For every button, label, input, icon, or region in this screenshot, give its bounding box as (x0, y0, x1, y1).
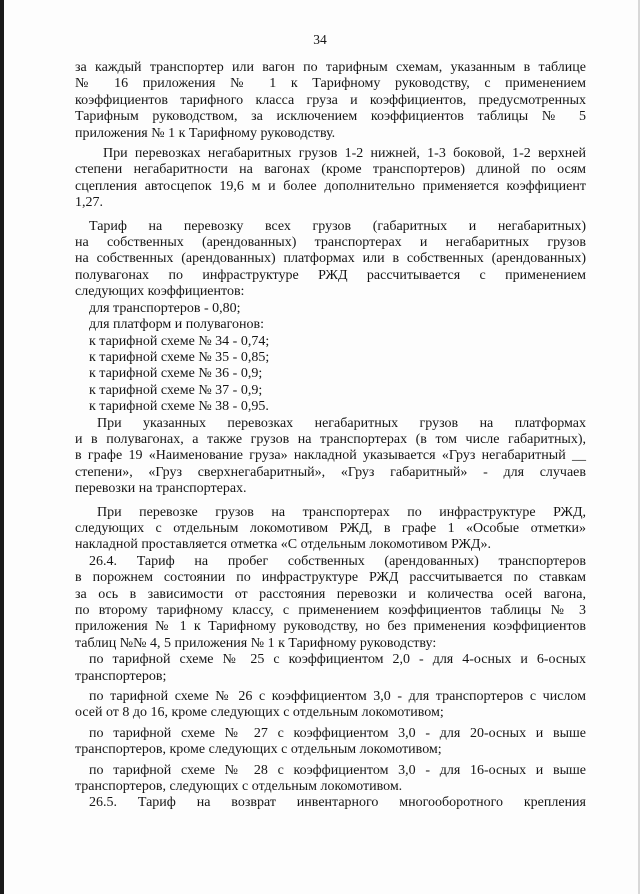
text-line: на собственных (арендованных) транспортерах и негабаритных грузов (75, 235, 586, 251)
text-line: Тариф на перевозку всех грузов (габаритных и негабаритных) (89, 218, 586, 234)
list-item: к тарифной схеме № 37 - 0,9; (89, 382, 263, 398)
text-line: № 16 приложения № 1 к Тарифному руководству, с применением (75, 76, 586, 92)
list-item: по тарифной схеме № 28 с коэффициентом 3,0 - для 16-осных и выше (89, 762, 586, 778)
list-item: для транспортеров - 0,80; (89, 300, 241, 316)
text-line: транспортеров; (75, 668, 167, 684)
text-line: в графе 19 «Наименование груза» накладной указывается «Груз негабаритный __ (75, 448, 586, 464)
text-line: При перевозках негабаритных грузов 1-2 нижней, 1-3 боковой, 1-2 верхней (103, 146, 586, 162)
section-26-5: 26.5. Тариф на возврат инвентарного многооборотного крепления (89, 795, 586, 811)
text-line: по второму тарифному классу, с применением коэффициентов таблицы № 3 (75, 603, 586, 618)
text-line: сцепления автосцепок 19,6 м и более дополнительно применяется коэффициент (75, 178, 586, 194)
text-line: таблиц №№ 4, 5 приложения № 1 к Тарифному руководству: (75, 635, 437, 651)
scan-edge-left (0, 0, 4, 894)
text-line: и в полувагонах, а также грузов на транспортерах (в том числе габаритных), (75, 431, 586, 447)
list-item: к тарифной схеме № 38 - 0,95. (89, 399, 269, 415)
list-item: по тарифной схеме № 27 с коэффициентом 3,0 - для 20-осных и выше (89, 725, 586, 741)
text-line: накладной проставляется отметка «С отдельным локомотивом РЖД». (75, 537, 491, 553)
text-line: транспортеров, следующих с отдельным локомотивом. (75, 779, 403, 795)
text-line: транспортеров, кроме следующих с отдельным локомотивом; (75, 742, 442, 758)
list-item: к тарифной схеме № 35 - 0,85; (89, 349, 270, 365)
text-line: за каждый транспортер или вагон по тарифным схемам, указанным в таблице (75, 60, 586, 75)
text-line: степени», «Груз сверхнегабаритный», «Груз габаритный» - для случаев (75, 464, 586, 480)
page-number: 34 (313, 32, 327, 47)
text-line: в порожнем состоянии по инфраструктуре РЖД рассчитывается по ставкам (75, 570, 586, 586)
text-line: Тарифным руководством, за исключением коэффициентов таблицы № 5 (75, 109, 586, 125)
text-line: осей от 8 до 16, кроме следующих с отдельным локомотивом; (75, 705, 444, 721)
text-line: перевозки на транспортерах. (75, 481, 247, 497)
text-line: полувагонах по инфраструктуре РЖД рассчитывается с применением (75, 267, 586, 283)
text-line: приложения № 1 к Тарифному руководству. (75, 125, 336, 141)
list-item: к тарифной схеме № 34 - 0,74; (89, 333, 270, 349)
list-item: для платформ и полувагонов: (89, 317, 265, 333)
text-line: При указанных перевозках негабаритных грузов на платформах (97, 415, 586, 431)
text-body (75, 60, 586, 812)
text-line: приложения № 1 к Тарифному руководству, но без применения коэффициентов (75, 619, 586, 635)
text-line: следующих коэффициентов: (75, 284, 245, 300)
text-line: степени негабаритности на вагонах (кроме транспортеров) длиной по осям (75, 162, 586, 178)
text-line: При перевозке грузов на транспортерах по инфраструктуре РЖД, (97, 504, 586, 520)
text-line: следующих с отдельным локомотивом РЖД, в графе 1 «Особые отметки» (75, 520, 586, 536)
text-line: 1,27. (75, 195, 103, 211)
section-26-4: 26.4. Тариф на пробег собственных (арендованных) транспортеров (89, 553, 586, 569)
text-line: на собственных (арендованных) платформах или в собственных (арендованных) (75, 251, 586, 267)
text-line: коэффициентов тарифного класса груза и коэффициентов, предусмотренных (75, 92, 586, 108)
list-item: по тарифной схеме № 25 с коэффициентом 2,0 - для 4-осных и 6-осных (89, 652, 586, 668)
text-line: за ось в зависимости от расстояния перевозки и количества осей вагона, (75, 586, 586, 602)
list-item: по тарифной схеме № 26 с коэффициентом 3,0 - для транспортеров с числом (89, 689, 586, 705)
list-item: к тарифной схеме № 36 - 0,9; (89, 366, 263, 382)
